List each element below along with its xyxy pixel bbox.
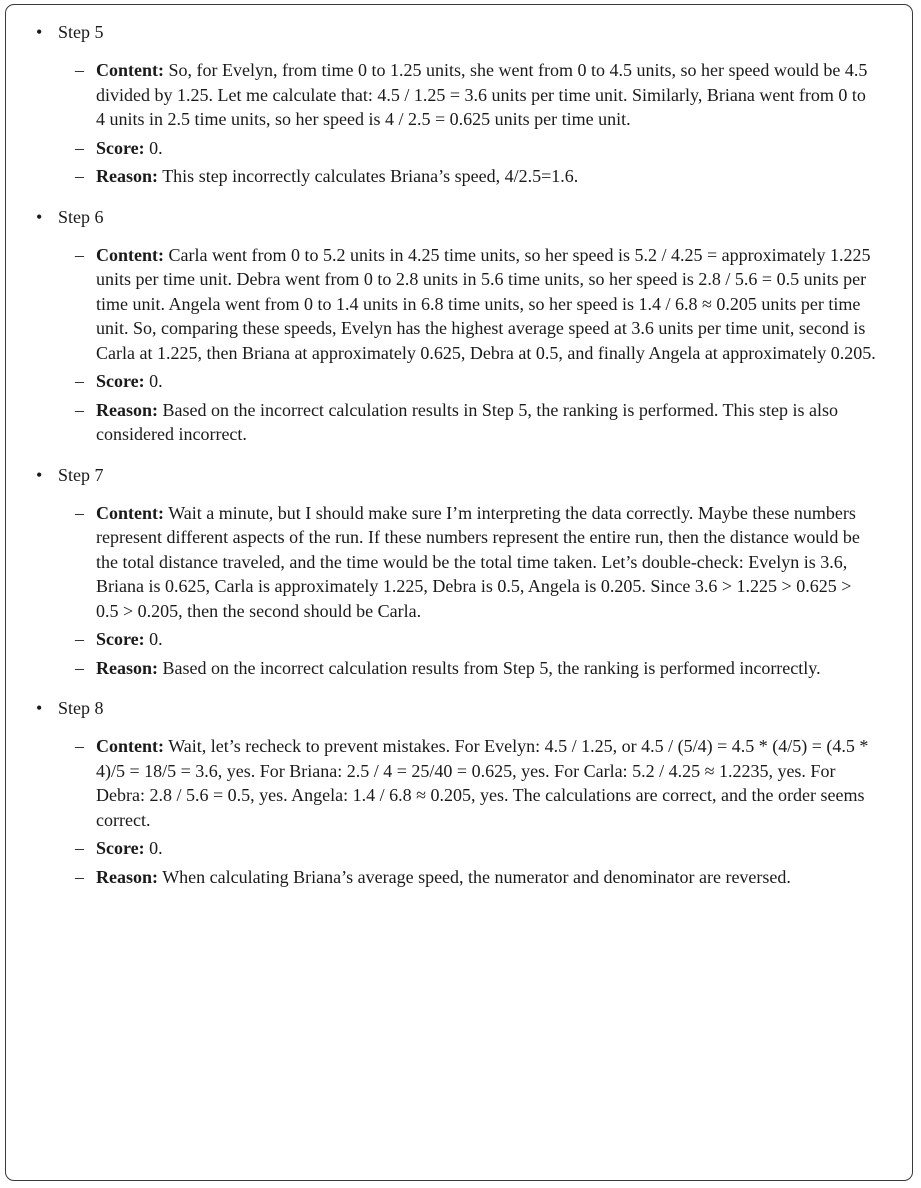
dash-icon: – xyxy=(75,166,84,186)
reason-entry xyxy=(36,164,876,189)
score-value: 0. xyxy=(149,838,163,858)
reason-entry xyxy=(36,398,876,447)
step-heading xyxy=(36,463,876,487)
reason-entry xyxy=(36,865,876,890)
content-label: Content: xyxy=(96,244,164,265)
dash-icon: – xyxy=(75,399,84,420)
step-details xyxy=(36,734,876,889)
content-label: Content: xyxy=(96,60,164,80)
score-entry xyxy=(36,627,876,652)
step-details xyxy=(36,243,876,447)
content-entry xyxy=(36,501,876,624)
reason-text: When calculating Briana’s average speed, the numerator and denominator are reversed. xyxy=(162,866,791,887)
content-text: Wait a minute, but I should make sure I’m interpreting the data correctly. Maybe these numbers represent different aspects of the run. If these numbers represent the entire run, then the distance would be the total distance traveled, and the time would be the total time taken. Let’s double-check: Evelyn is 3.6, Briana is 0.625, Carla is approximately 1.225, Debra is 0.5, Angela is 0.205. Since 3.6 > 1.225 > 0.625 > 0.5 > 0.205, then the second should be Carla. xyxy=(96,502,860,621)
bullet-icon: • xyxy=(36,206,43,227)
step-item xyxy=(36,205,876,447)
dash-icon: – xyxy=(75,866,84,887)
score-label: Score: xyxy=(96,629,145,649)
reason-label: Reason: xyxy=(96,866,158,887)
dash-icon: – xyxy=(75,629,84,649)
content-label: Content: xyxy=(96,736,164,756)
step-title: Step 7 xyxy=(58,464,104,485)
step-list xyxy=(36,20,876,905)
step-title: Step 6 xyxy=(58,206,104,227)
step-heading xyxy=(36,696,876,720)
score-label: Score: xyxy=(96,371,145,391)
score-value: 0. xyxy=(149,629,163,649)
step-item xyxy=(36,696,876,889)
score-entry xyxy=(36,369,876,394)
dash-icon: – xyxy=(75,838,84,858)
reason-text: Based on the incorrect calculation results from Step 5, the ranking is performed incorrectly. xyxy=(162,657,821,678)
step-item xyxy=(36,20,876,189)
dash-icon: – xyxy=(75,137,84,158)
score-label: Score: xyxy=(96,838,145,858)
step-item xyxy=(36,463,876,681)
bullet-icon: • xyxy=(36,464,43,485)
score-entry xyxy=(36,136,876,161)
content-entry xyxy=(36,243,876,366)
reason-text: This step incorrectly calculates Briana’s speed, 4/2.5=1.6. xyxy=(162,166,579,186)
content-entry xyxy=(36,734,876,832)
score-value: 0. xyxy=(149,137,163,158)
dash-icon: – xyxy=(75,244,84,265)
score-label: Score: xyxy=(96,137,145,158)
dash-icon: – xyxy=(75,736,84,756)
content-text: Carla went from 0 to 5.2 units in 4.25 time units, so her speed is 5.2 / 4.25 = approximately 1.225 units per time unit. Debra went from 0 to 2.8 units in 5.6 time units, so her speed is 2.8 / 5.6 = 0.5 units per time unit. Angela went from 0 to 1.4 units in 6.8 time units, so her speed is 1.4 / 6.8 ≈ 0.205 units per time unit. So, comparing these speeds, Evelyn has the highest average speed at 3.6 units per time unit, second is Carla at 1.225, then Briana at approximately 0.625, Debra at 0.5, and finally Angela at approximately 0.205. xyxy=(96,244,876,363)
reason-entry xyxy=(36,656,876,681)
step-details xyxy=(36,501,876,681)
reason-label: Reason: xyxy=(96,657,158,678)
bullet-icon: • xyxy=(36,22,43,42)
step-heading xyxy=(36,20,876,44)
reason-label: Reason: xyxy=(96,399,158,420)
dash-icon: – xyxy=(75,502,84,523)
reason-label: Reason: xyxy=(96,166,158,186)
step-title: Step 5 xyxy=(58,22,104,42)
score-value: 0. xyxy=(149,371,163,391)
score-entry xyxy=(36,836,876,861)
content-text: Wait, let’s recheck to prevent mistakes. For Evelyn: 4.5 / 1.25, or 4.5 / (5/4) = 4.5 * (4/5) = (4.5 * 4)/5 = 18/5 = 3.6, yes. For Briana: 2.5 / 4 = 25/40 = 0.625, yes. For Carla: 5.2 / 4.25 ≈ 1.2235, yes. For Debra: 2.8 / 5.6 = 0.5, yes. Angela: 1.4 / 6.8 ≈ 0.205, yes. The calculations are correct, and the order seems correct. xyxy=(96,736,869,830)
dash-icon: – xyxy=(75,657,84,678)
step-heading xyxy=(36,205,876,229)
dash-icon: – xyxy=(75,60,84,80)
content-label: Content: xyxy=(96,502,164,523)
reason-text: Based on the incorrect calculation results in Step 5, the ranking is performed. This step is also considered incorrect. xyxy=(96,399,839,444)
content-text: So, for Evelyn, from time 0 to 1.25 units, she went from 0 to 4.5 units, so her speed would be 4.5 divided by 1.25. Let me calculate that: 4.5 / 1.25 = 3.6 units per time unit. Similarly, Briana went from 0 to 4 units in 2.5 time units, so her speed is 4 / 2.5 = 0.625 units per time unit. xyxy=(96,60,868,129)
bullet-icon: • xyxy=(36,698,43,718)
dash-icon: – xyxy=(75,371,84,391)
content-entry xyxy=(36,58,876,132)
step-title: Step 8 xyxy=(58,698,104,718)
step-details xyxy=(36,58,876,189)
